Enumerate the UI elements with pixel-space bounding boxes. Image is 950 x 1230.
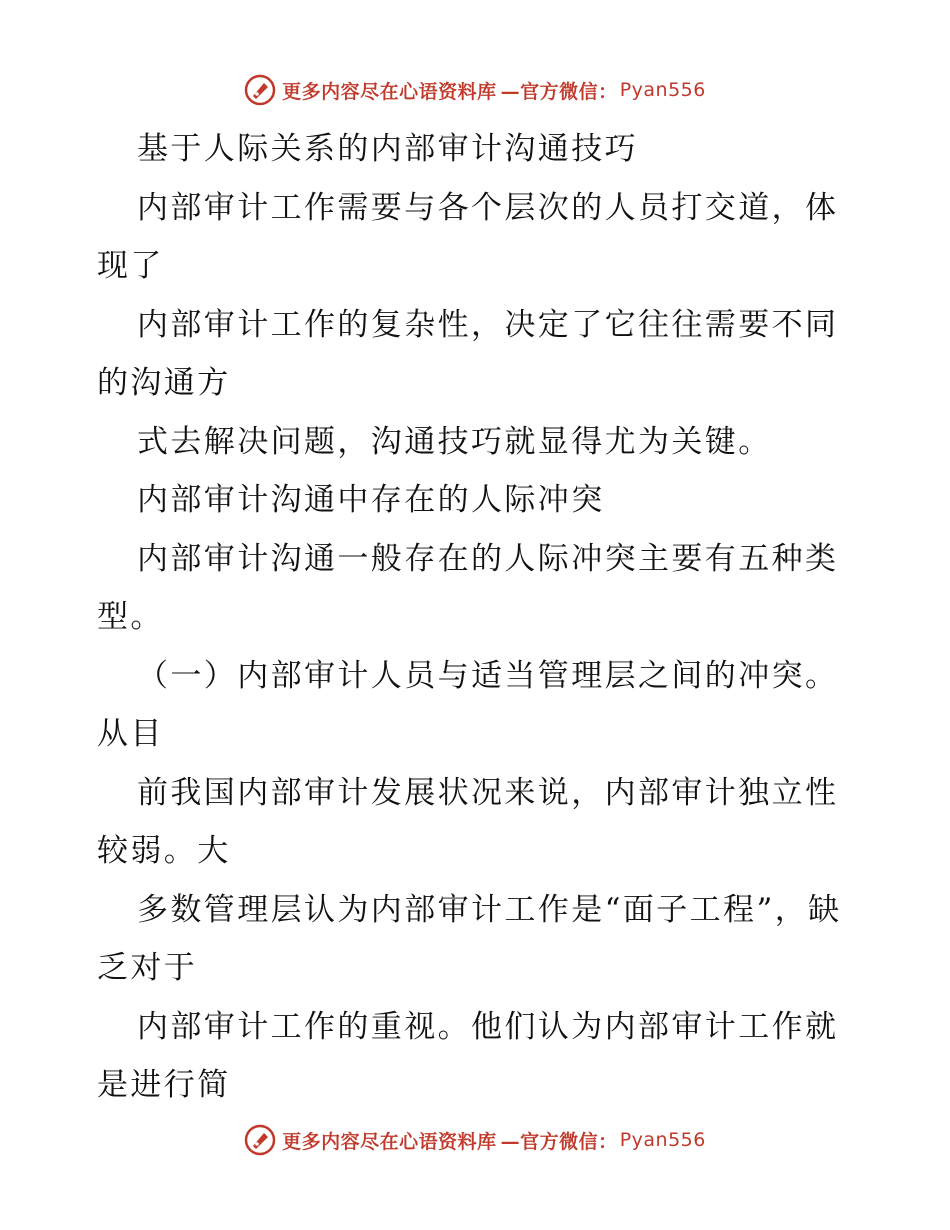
pen-nib-logo-icon (244, 74, 276, 106)
paragraph: 前我国内部审计发展状况来说，内部审计独立性较弱。大 (97, 774, 839, 869)
footer-brand-text: 更多内容尽在心语资料库 (282, 1130, 497, 1153)
header-banner (0, 70, 950, 110)
header-account: Pyan556 (619, 79, 706, 101)
footer-account: Pyan556 (619, 1129, 706, 1151)
paragraph-heading: 内部审计沟通中存在的人际冲突 (137, 482, 605, 518)
paragraph: 式去解决问题，沟通技巧就显得尤为关键。 (137, 423, 772, 460)
paragraph-title: 基于人际关系的内部审计沟通技巧 (137, 131, 638, 167)
paragraph: 内部审计工作需要与各个层次的人员打交道，体现了 (97, 189, 839, 284)
paragraph: 内部审计工作的重视。他们认为内部审计工作就是进行简 (97, 1008, 839, 1103)
paragraph: 内部审计沟通一般存在的人际冲突主要有五种类型。 (97, 540, 839, 635)
paragraph: 多数管理层认为内部审计工作是“面子工程”，缺乏对于 (97, 891, 842, 986)
pen-nib-logo-icon (244, 1124, 276, 1156)
footer-dash: —官方微信： (500, 1130, 618, 1153)
paragraph: （一）内部审计人员与适当管理层之间的冲突。从目 (97, 657, 839, 752)
header-brand-text: 更多内容尽在心语资料库 (282, 80, 497, 103)
header-dash: —官方微信： (500, 80, 618, 103)
document-body (0, 120, 950, 1115)
paragraph: 内部审计工作的复杂性，决定了它往往需要不同的沟通方 (97, 306, 839, 401)
footer-banner (0, 1120, 950, 1160)
